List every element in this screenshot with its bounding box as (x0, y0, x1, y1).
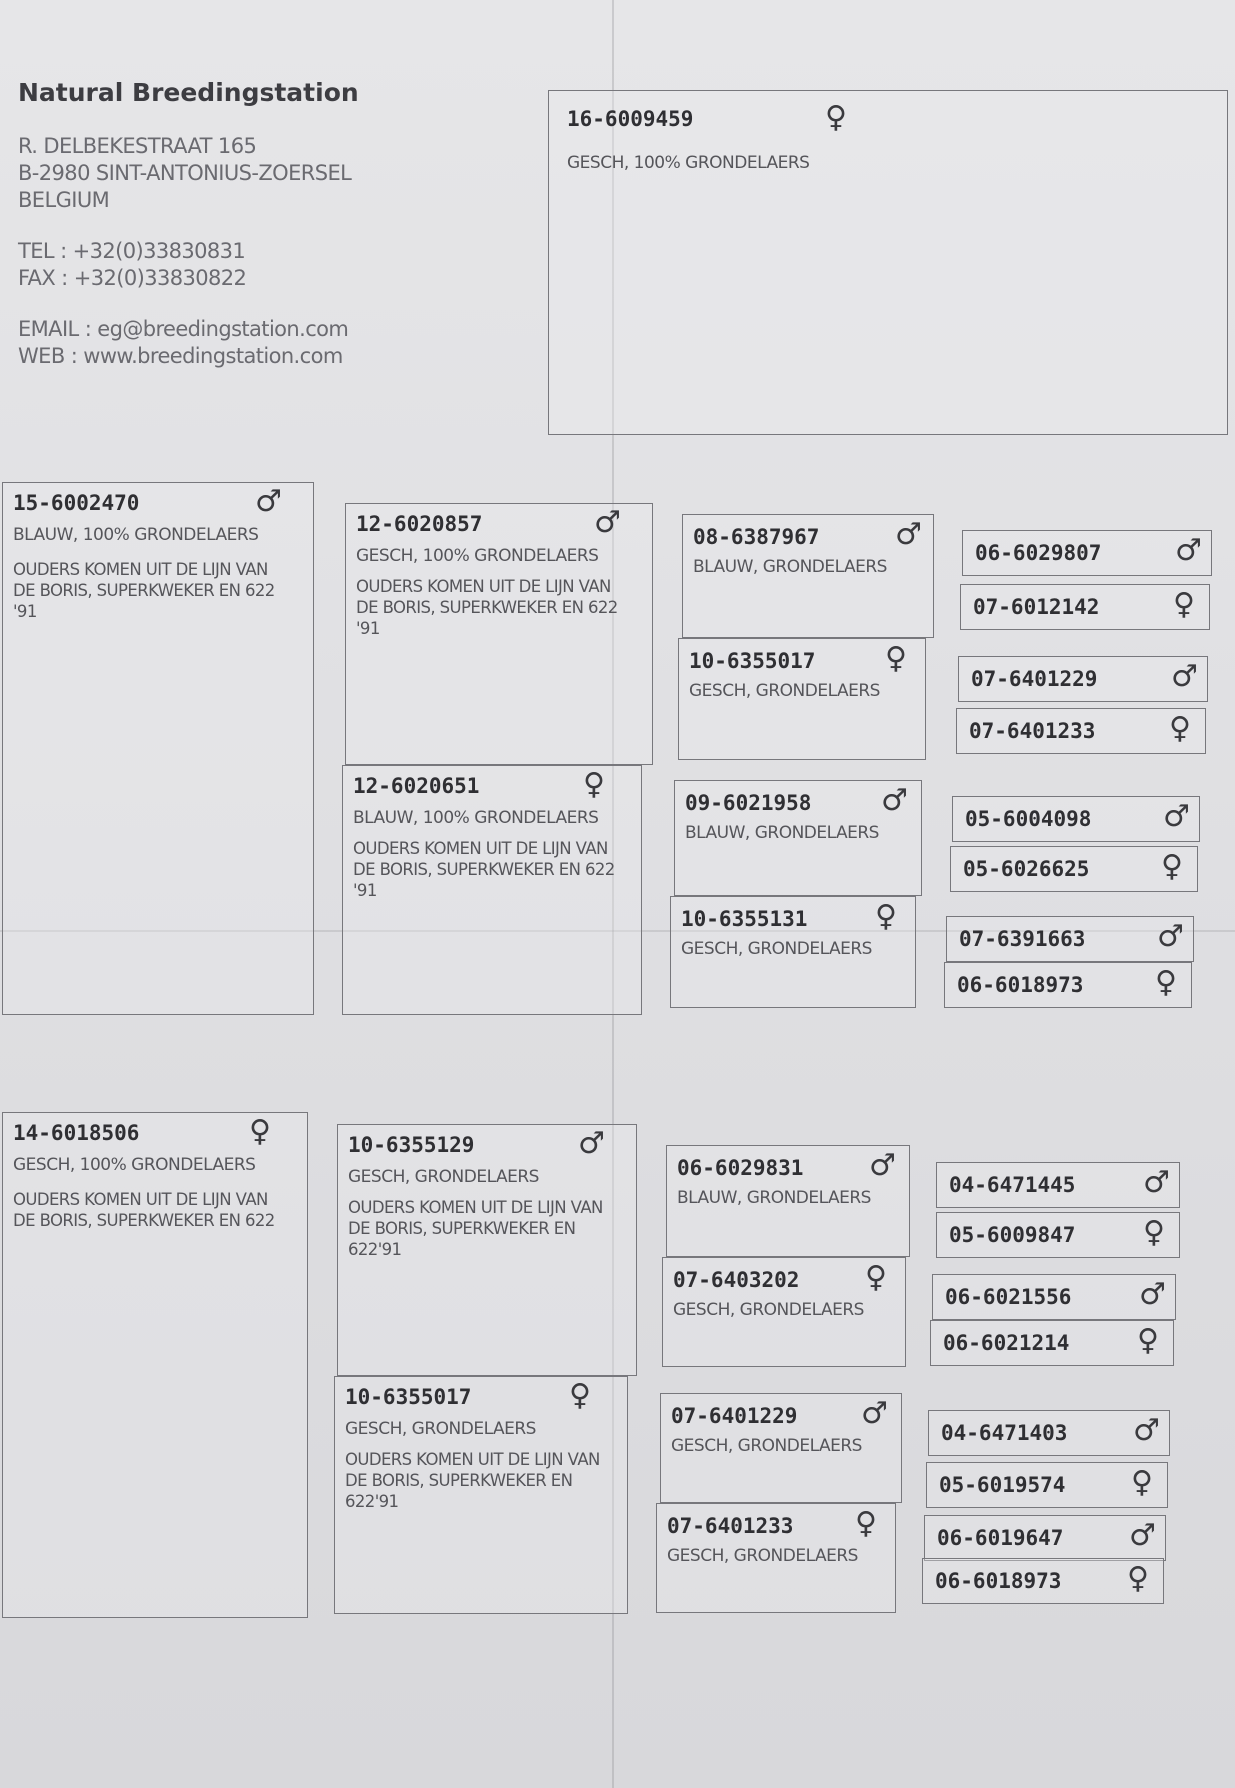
address-line-1: R. DELBEKESTRAAT 165 (18, 134, 257, 158)
female-icon: ♀ (825, 100, 847, 135)
description: GESCH, GRONDELAERS (681, 939, 872, 959)
male-icon: ♂ (594, 505, 621, 540)
description: BLAUW, 100% GRONDELAERS (13, 525, 259, 545)
grandparent-card (334, 1376, 628, 1614)
description: BLAUW, GRONDELAERS (693, 557, 887, 577)
ring-number: 06-6018973 (935, 1569, 1062, 1593)
female-icon: ♀ (1161, 849, 1183, 884)
ancestor-card (922, 1558, 1164, 1604)
male-icon: ♂ (895, 517, 922, 552)
note-line: '91 (356, 619, 380, 638)
ancestor-card (944, 962, 1192, 1008)
ring-number: 04-6471403 (941, 1421, 1068, 1445)
male-icon: ♂ (1163, 799, 1190, 834)
father-card (2, 482, 314, 1015)
ancestor-card (936, 1212, 1180, 1258)
male-icon: ♂ (881, 783, 908, 818)
female-icon: ♀ (569, 1378, 591, 1413)
note-line: DE BORIS, SUPERKWEKER EN 622 (356, 598, 618, 617)
ring-number: 06-6019647 (937, 1526, 1064, 1550)
description: GESCH, 100% GRONDELAERS (356, 546, 599, 566)
ring-number: 07-6401233 (667, 1514, 794, 1538)
ring-number: 07-6401233 (969, 719, 1096, 743)
ring-number: 07-6403202 (673, 1268, 800, 1292)
ancestor-card (930, 1320, 1174, 1366)
note-line: '91 (353, 881, 377, 900)
description: GESCH, 100% GRONDELAERS (13, 1155, 256, 1175)
ancestor-card (932, 1274, 1176, 1320)
note-line: DE BORIS, SUPERKWEKER EN (345, 1471, 573, 1490)
female-icon: ♀ (1169, 711, 1191, 746)
male-icon: ♂ (1129, 1518, 1156, 1553)
ancestor-card (928, 1410, 1170, 1456)
ancestor-card (950, 846, 1198, 892)
grandparent-card (337, 1124, 637, 1376)
female-icon: ♀ (875, 899, 897, 934)
male-icon: ♂ (1171, 659, 1198, 694)
great-grandparent-card (660, 1393, 902, 1503)
ring-number: 08-6387967 (693, 525, 820, 549)
ancestor-card (952, 796, 1200, 842)
ancestor-card (958, 656, 1208, 702)
note-line: OUDERS KOMEN UIT DE LIJN VAN (13, 1190, 268, 1209)
note-line: DE BORIS, SUPERKWEKER EN 622 (13, 1211, 275, 1230)
female-icon: ♀ (583, 767, 605, 802)
note-line: DE BORIS, SUPERKWEKER EN 622 (13, 581, 275, 600)
grandparent-card (345, 503, 653, 765)
male-icon: ♂ (255, 484, 282, 519)
description: BLAUW, GRONDELAERS (677, 1188, 871, 1208)
female-icon: ♀ (865, 1260, 887, 1295)
email: EMAIL : eg@breedingstation.com (18, 317, 349, 341)
ancestor-card (956, 708, 1206, 754)
ring-number: 06-6029807 (975, 541, 1102, 565)
ancestor-card (924, 1515, 1166, 1561)
ring-number: 05-6026625 (963, 857, 1090, 881)
ring-number: 14-6018506 (13, 1121, 140, 1145)
female-icon: ♀ (1137, 1323, 1159, 1358)
female-icon: ♀ (855, 1506, 877, 1541)
note-line: OUDERS KOMEN UIT DE LIJN VAN (348, 1198, 603, 1217)
description: BLAUW, 100% GRONDELAERS (353, 808, 599, 828)
female-icon: ♀ (1143, 1215, 1165, 1250)
pigeon-card (548, 90, 1228, 435)
ring-number: 07-6391663 (959, 927, 1086, 951)
description: GESCH, GRONDELAERS (689, 681, 880, 701)
female-icon: ♀ (249, 1114, 271, 1149)
grandparent-card (342, 765, 642, 1015)
company-name: Natural Breedingstation (18, 78, 359, 107)
fax: FAX : +32(0)33830822 (18, 266, 247, 290)
male-icon: ♂ (869, 1148, 896, 1183)
ring-number: 04-6471445 (949, 1173, 1076, 1197)
ring-number: 10-6355017 (345, 1385, 472, 1409)
ring-number: 10-6355129 (348, 1133, 475, 1157)
note-line: DE BORIS, SUPERKWEKER EN (348, 1219, 576, 1238)
ring-number: 06-6021556 (945, 1285, 1072, 1309)
ring-number: 06-6029831 (677, 1156, 804, 1180)
ring-number: 06-6018973 (957, 973, 1084, 997)
description: GESCH, GRONDELAERS (667, 1546, 858, 1566)
ancestor-card (962, 530, 1212, 576)
note-line: OUDERS KOMEN UIT DE LIJN VAN (353, 839, 608, 858)
telephone: TEL : +32(0)33830831 (18, 239, 246, 263)
great-grandparent-card (674, 780, 922, 896)
male-icon: ♂ (1143, 1165, 1170, 1200)
ring-number: 09-6021958 (685, 791, 812, 815)
note-line: OUDERS KOMEN UIT DE LIJN VAN (13, 560, 268, 579)
breeder-header (18, 78, 359, 370)
male-icon: ♂ (861, 1396, 888, 1431)
address-line-3: BELGIUM (18, 188, 110, 212)
ring-number: 07-6401229 (671, 1404, 798, 1428)
website: WEB : www.breedingstation.com (18, 344, 343, 368)
ancestor-card (946, 916, 1194, 962)
female-icon: ♀ (1131, 1465, 1153, 1500)
ring-number: 05-6019574 (939, 1473, 1066, 1497)
male-icon: ♂ (1175, 533, 1202, 568)
female-icon: ♀ (1173, 587, 1195, 622)
description: GESCH, GRONDELAERS (348, 1167, 539, 1187)
male-icon: ♂ (1157, 919, 1184, 954)
ring-number: 12-6020857 (356, 512, 483, 536)
great-grandparent-card (666, 1145, 910, 1257)
male-icon: ♂ (1133, 1413, 1160, 1448)
description: BLAUW, GRONDELAERS (685, 823, 879, 843)
description: GESCH, GRONDELAERS (673, 1300, 864, 1320)
ancestor-card (936, 1162, 1180, 1208)
ring-number: 10-6355131 (681, 907, 808, 931)
male-icon: ♂ (1139, 1277, 1166, 1312)
male-icon: ♂ (578, 1126, 605, 1161)
note-line: OUDERS KOMEN UIT DE LIJN VAN (356, 577, 611, 596)
note-line: '91 (13, 602, 37, 621)
ring-number: 10-6355017 (689, 649, 816, 673)
ring-number: 16-6009459 (567, 107, 694, 131)
address-line-2: B-2980 SINT-ANTONIUS-ZOERSEL (18, 161, 352, 185)
ancestor-card (926, 1462, 1168, 1508)
great-grandparent-card (682, 514, 934, 638)
great-grandparent-card (670, 896, 916, 1008)
ring-number: 12-6020651 (353, 774, 480, 798)
note-line: 622'91 (345, 1492, 399, 1511)
description: GESCH, GRONDELAERS (345, 1419, 536, 1439)
ring-number: 07-6401229 (971, 667, 1098, 691)
note-line: OUDERS KOMEN UIT DE LIJN VAN (345, 1450, 600, 1469)
great-grandparent-card (656, 1503, 896, 1613)
ring-number: 05-6009847 (949, 1223, 1076, 1247)
ancestor-card (960, 584, 1210, 630)
note-line: DE BORIS, SUPERKWEKER EN 622 (353, 860, 615, 879)
female-icon: ♀ (1127, 1561, 1149, 1596)
mother-card (2, 1112, 308, 1618)
great-grandparent-card (678, 638, 926, 760)
female-icon: ♀ (885, 641, 907, 676)
great-grandparent-card (662, 1257, 906, 1367)
note-line: 622'91 (348, 1240, 402, 1259)
female-icon: ♀ (1155, 965, 1177, 1000)
pigeon-description: GESCH, 100% GRONDELAERS (567, 153, 810, 173)
ring-number: 05-6004098 (965, 807, 1092, 831)
ring-number: 06-6021214 (943, 1331, 1070, 1355)
ring-number: 07-6012142 (973, 595, 1100, 619)
description: GESCH, GRONDELAERS (671, 1436, 862, 1456)
ring-number: 15-6002470 (13, 491, 140, 515)
